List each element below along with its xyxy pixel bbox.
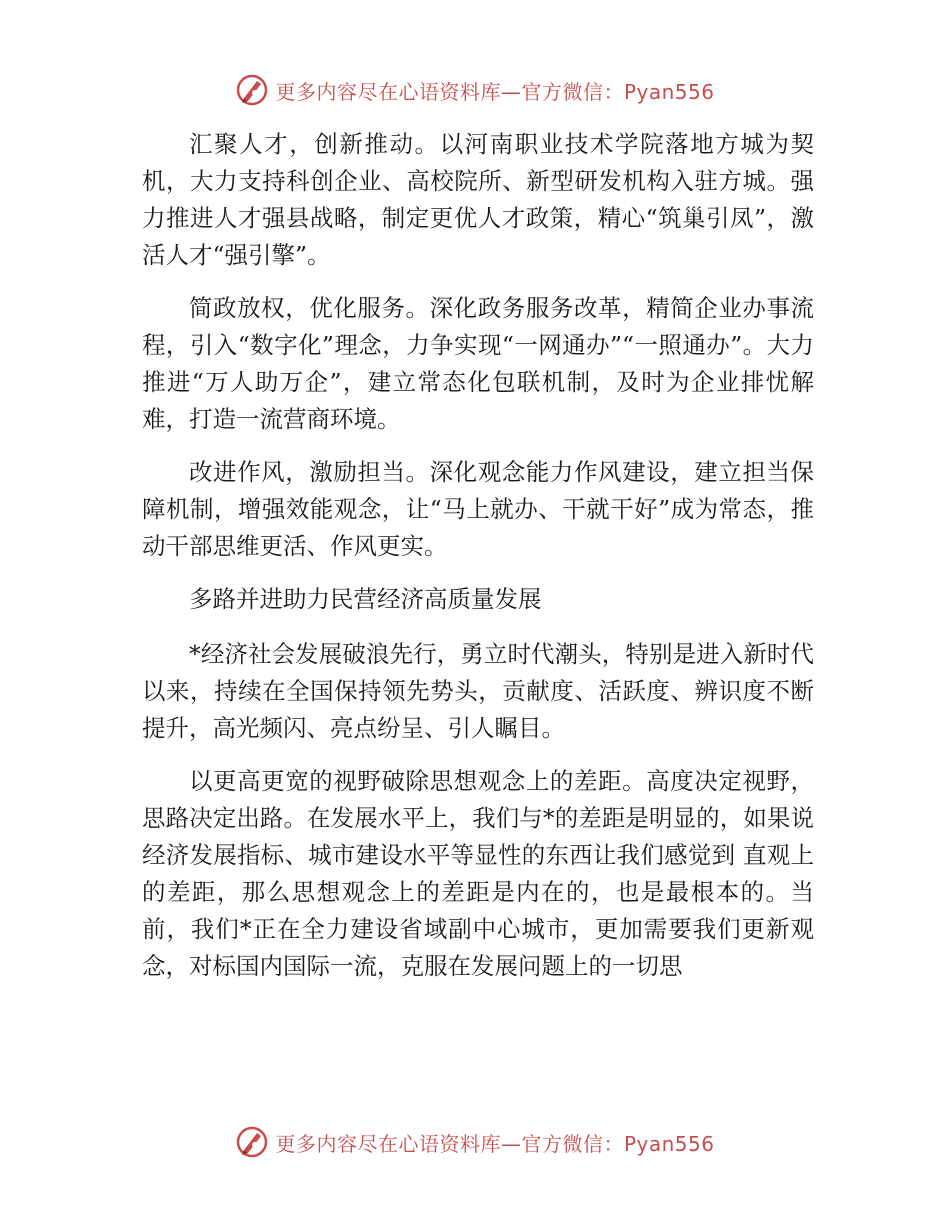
paragraph-economy: *经济社会发展破浪先行，勇立时代潮头，特别是进入新时代以来，持续在全国保持领先势头，贡献度、活跃度、辨识度不断提升，高光频闪、亮点纷呈、引人瞩目。 [142, 640, 814, 742]
section-heading: 多路并进助力民营经济高质量发展 [189, 585, 542, 613]
footer-watermark [0, 1120, 950, 1164]
header-watermark [0, 68, 950, 112]
paragraph-talent: 汇聚人才，创新推动。以河南职业技术学院落地方城为契机，大力支持科创企业、高校院所、新型研发机构入驻方城。强力推进人才强县战略，制定更优人才政策，精心“筑巢引凤”，激活人才“强引擎”。 [142, 130, 814, 269]
paragraph-vision: 以更高更宽的视野破除思想观念上的差距。高度决定视野，思路决定出路。在发展水平上，我们与*的差距是明显的，如果说经济发展指标、城市建设水平等显性的东西让我们感觉到 直观上的差距，那么思想观念上的差距是内在的，也是最根本的。当前，我们*正在全力建设省域副中心城市，更加需要我们更新观念，对标国内国际一流，克服在发展问题上的一切思 [142, 767, 814, 980]
watermark-text: 更多内容尽在心语资料库—官方微信：Pyan556 [275, 1131, 715, 1156]
pen-logo-icon [235, 1125, 269, 1159]
paragraph-style: 改进作风，激励担当。深化观念能力作风建设，建立担当保障机制，增强效能观念，让“马上就办、干就干好”成为常态，推动干部思维更活、作风更实。 [142, 458, 814, 560]
document-body [142, 126, 814, 1001]
watermark-text: 更多内容尽在心语资料库—官方微信：Pyan556 [275, 79, 715, 104]
pen-logo-icon [235, 73, 269, 107]
paragraph-service: 简政放权，优化服务。深化政务服务改革，精简企业办事流程，引入“数字化”理念，力争实现“一网通办”“一照通办”。大力推进“万人助万企”，建立常态化包联机制，及时为企业排忧解难，打造一流营商环境。 [142, 294, 814, 433]
